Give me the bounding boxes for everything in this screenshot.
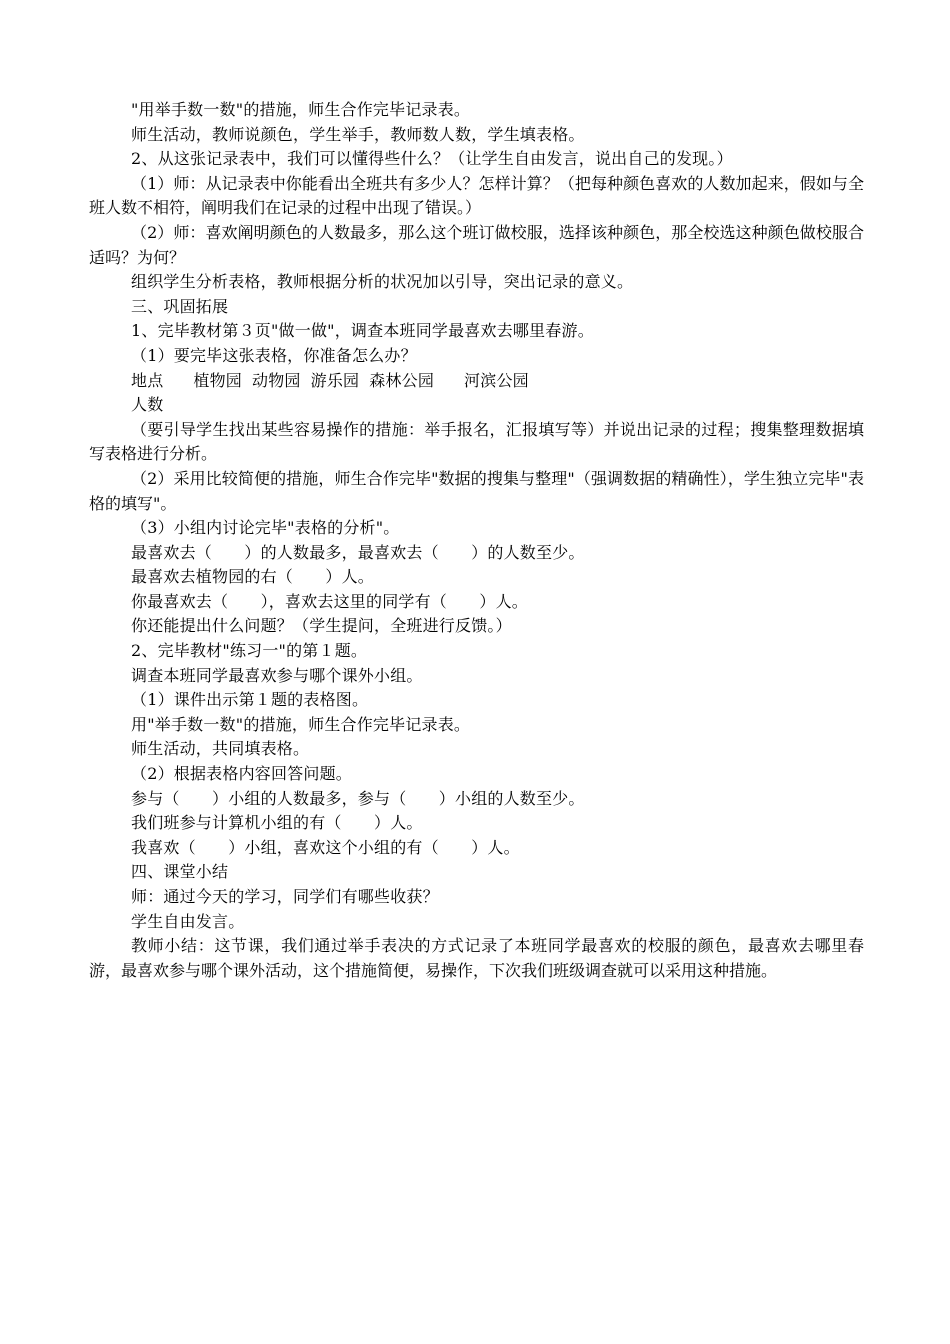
paragraph: 师生活动，共同填表格。 (131, 739, 310, 759)
paragraph: （2）师：喜欢阐明颜色的人数最多，那么这个班订做校服，选择该种颜色，那全校选这种颜色做校服合适吗？为何？ (89, 222, 864, 267)
paragraph: （3）小组内讨论完毕"表格的分析"。 (131, 518, 400, 538)
question-line: 最喜欢去（ ）的人数最多，最喜欢去（ ）的人数至少。 (131, 542, 585, 562)
location-item: 植物园 (193, 370, 243, 390)
question-line: 最喜欢去植物园的右（ ）人。 (131, 567, 375, 587)
paragraph: （要引导学生找出某些容易操作的措施：举手报名，汇报填写等）并说出记录的过程；搜集整理数据填写表格进行分析。 (89, 419, 864, 464)
location-label: 地点 (131, 370, 164, 390)
paragraph: （2）采用比较简便的措施，师生合作完毕"数据的搜集与整理"（强调数据的精确性），学生独立完毕"表格的填写"。 (89, 468, 864, 513)
paragraph: 师：通过今天的学习，同学们有哪些收获？ (131, 887, 439, 906)
section-heading: 三、巩固拓展 (131, 296, 229, 316)
location-item: 动物园 (252, 370, 301, 390)
location-item: 森林公园 (369, 370, 435, 390)
location-item: 游乐园 (310, 370, 360, 390)
paragraph: "用举手数一数"的措施，师生合作完毕记录表。 (131, 100, 471, 119)
paragraph: 2、完毕教材"练习一"的第１题。 (131, 641, 368, 661)
paragraph: 组织学生分析表格，教师根据分析的状况加以引导，突出记录的意义。 (131, 272, 634, 292)
paragraph: （1）要完毕这张表格，你准备怎么办？ (131, 345, 417, 365)
paragraph: 师生活动，教师说颜色，学生举手，教师数人数，学生填表格。 (131, 124, 585, 144)
question-line: 参与（ ）小组的人数最多，参与（ ）小组的人数至少。 (131, 788, 585, 808)
paragraph: （1）师：从记录表中你能看出全班共有多少人？怎样计算？（把每种颜色喜欢的人数加起来，假如与全班人数不相符，阐明我们在记录的过程中出现了错误。） (89, 173, 864, 218)
paragraph: 1、完毕教材第３页"做一做"，调查本班同学最喜欢去哪里春游。 (131, 321, 594, 341)
document-body (89, 98, 864, 983)
count-label: 人数 (131, 395, 164, 415)
question-line: 我喜欢（ ）小组，喜欢这个小组的有（ ）人。 (131, 837, 520, 857)
paragraph: 你还能提出什么问题？（学生提问，全班进行反馈。） (131, 616, 512, 636)
location-row (89, 369, 864, 394)
paragraph: 调查本班同学最喜欢参与哪个课外小组。 (131, 665, 423, 685)
paragraph: 学生自由发言。 (131, 911, 245, 931)
location-item: 河滨公园 (464, 370, 529, 390)
paragraph: 用"举手数一数"的措施，师生合作完毕记录表。 (131, 714, 471, 734)
paragraph: 教师小结：这节课，我们通过举手表决的方式记录了本班同学最喜欢的校服的颜色，最喜欢去哪里春游，最喜欢参与哪个课外活动，这个措施简便，易操作，下次我们班级调查就可以采用这种措施。 (89, 936, 864, 980)
question-line: 我们班参与计算机小组的有（ ）人。 (131, 813, 423, 833)
paragraph: （1）课件出示第１题的表格图。 (131, 690, 369, 710)
paragraph: 2、从这张记录表中，我们可以懂得些什么？（让学生自由发言，说出自己的发现。） (131, 149, 733, 169)
question-line: 你最喜欢去（ ），喜欢去这里的同学有（ ）人。 (131, 591, 529, 611)
paragraph: （2）根据表格内容回答问题。 (131, 764, 352, 784)
section-heading: 四、课堂小结 (131, 862, 229, 882)
